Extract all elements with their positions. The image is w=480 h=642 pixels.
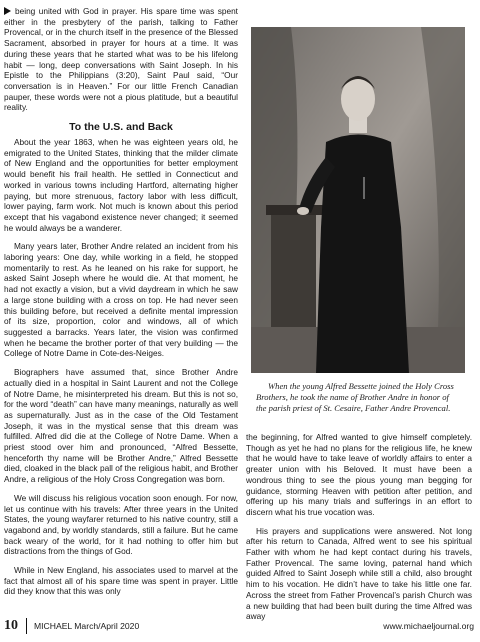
page-footer bbox=[4, 618, 474, 634]
paragraph: About the year 1863, when he was eighteen years old, he emigrated to the United States, thinking that the milder climate of New England and the opportunities for better employment would benefit his frail health. He settled in Connecticut and worked in various towns including Hartford, alternating higher paying, but more strenuous, factory labor with less difficult, lower paying, farm work. Not much is known about this period except that his vagabond existence never changed; it seemed he would always be a wanderer. bbox=[4, 137, 238, 233]
website-link[interactable]: www.michaeljournal.org bbox=[383, 621, 474, 631]
magazine-issue: MICHAEL March/April 2020 bbox=[34, 621, 140, 631]
footer-divider bbox=[26, 618, 27, 634]
right-column bbox=[246, 432, 472, 630]
paragraph: His prayers and supplications were answered. Not long after his return to Canada, Alfred went to see his spiritual Father with whom he had kept contact during his travels, Father Provencal. The same loving, paternal hand which guided Alfred to Saint Joseph while still a child, also brought him to his vocation. He didn’t have to take his little one far. Across the street from Father Provencal’s parish Church was a new building that had been built during the time Alfred was away bbox=[246, 525, 472, 622]
paragraph: the beginning, for Alfred wanted to give himself completely. Though as yet he had no plans for the religious life, he knew that he would have to take leave of worldly affairs to enter a greater union with his Beloved. It must have been a wondrous thing to see the pious young man begging for guidance, storming Heaven with petition after petition, and offering up his many trials and sufferings in an effort to discern what his true vocation was. bbox=[246, 432, 472, 517]
paragraph: While in New England, his associates used to marvel at the fact that almost all of his spare time was spent in prayer. Little did they know that this was only bbox=[4, 565, 238, 597]
portrait-photo bbox=[251, 27, 465, 373]
left-column bbox=[4, 6, 238, 605]
paragraph: We will discuss his religious vocation soon enough. For now, let us continue with his travels: After three years in the United States, the young wayfarer returned to his native country, still a vagabond and, by worldly standards, still a failure. But he came back weary of the world, for it had nothing to offer him but distractions from the things of God. bbox=[4, 492, 238, 557]
continuation-arrow-icon bbox=[4, 7, 11, 15]
paragraph: Many years later, Brother Andre related an incident from his laboring years: One day, while working in a field, he stopped momentarily to rest. As he leaned on his rake for support, he asked Saint Joseph where he would die. At that moment, he had not exactly a vision, but a vivid daydream in which he saw a large stone building with a cross on top. He had never seen this building before, but received a definite mental impression of its size, proportion, color and windows, all of which suggested a barracks. Years later, the vision was confirmed when he became the brother porter of that very building — the College of Notre Dame in Cote-des-Neiges. bbox=[4, 241, 238, 359]
paragraph bbox=[4, 6, 238, 113]
photo-caption: When the young Alfred Bessette joined the Holy Cross Brothers, he took the name of Brother Andre in honor of the parish priest of St. Cesaire, Father Andre Provencal. bbox=[256, 381, 454, 413]
paragraph-text: being united with God in prayer. His spare time was spent either in the presbytery of the parish, talking to Father Provencal, or in the church itself in the presence of the Blessed Sacrament, absorbed in prayer for hours at a time. It was during these years that he started what was to be his lifelong habit — long, deep conversations with Saint Joseph. In his Epistle to the Philippians (3:20), Saint Paul said, “Our conversation is in Heaven.” For our little French Canadian pauper, these words were not a pious platitude, but a beautiful reality. bbox=[4, 6, 238, 113]
page-number: 10 bbox=[4, 618, 18, 633]
section-heading: To the U.S. and Back bbox=[69, 121, 173, 134]
paragraph: Biographers have assumed that, since Brother Andre actually died in a hospital in Saint Laurent and not the College of Notre Dame, he misinterpreted his dream. But this is not so, for the word “death” can have many meanings, naturally as well as supernaturally. Just as in the case of the Old Testament Joseph, it was in the mystical sense that this dream was fulfilled. Alfred did die at the College of Notre Dame. When a priest stood over him and pronounced, “Alfred Bessette, henceforth thy name will be Brother Andre,” Alfred Bessette died, cloaked in the black pall of the religious habit, and Brother Andre, a religious of the Holy Cross Congregation was born. bbox=[4, 367, 238, 485]
